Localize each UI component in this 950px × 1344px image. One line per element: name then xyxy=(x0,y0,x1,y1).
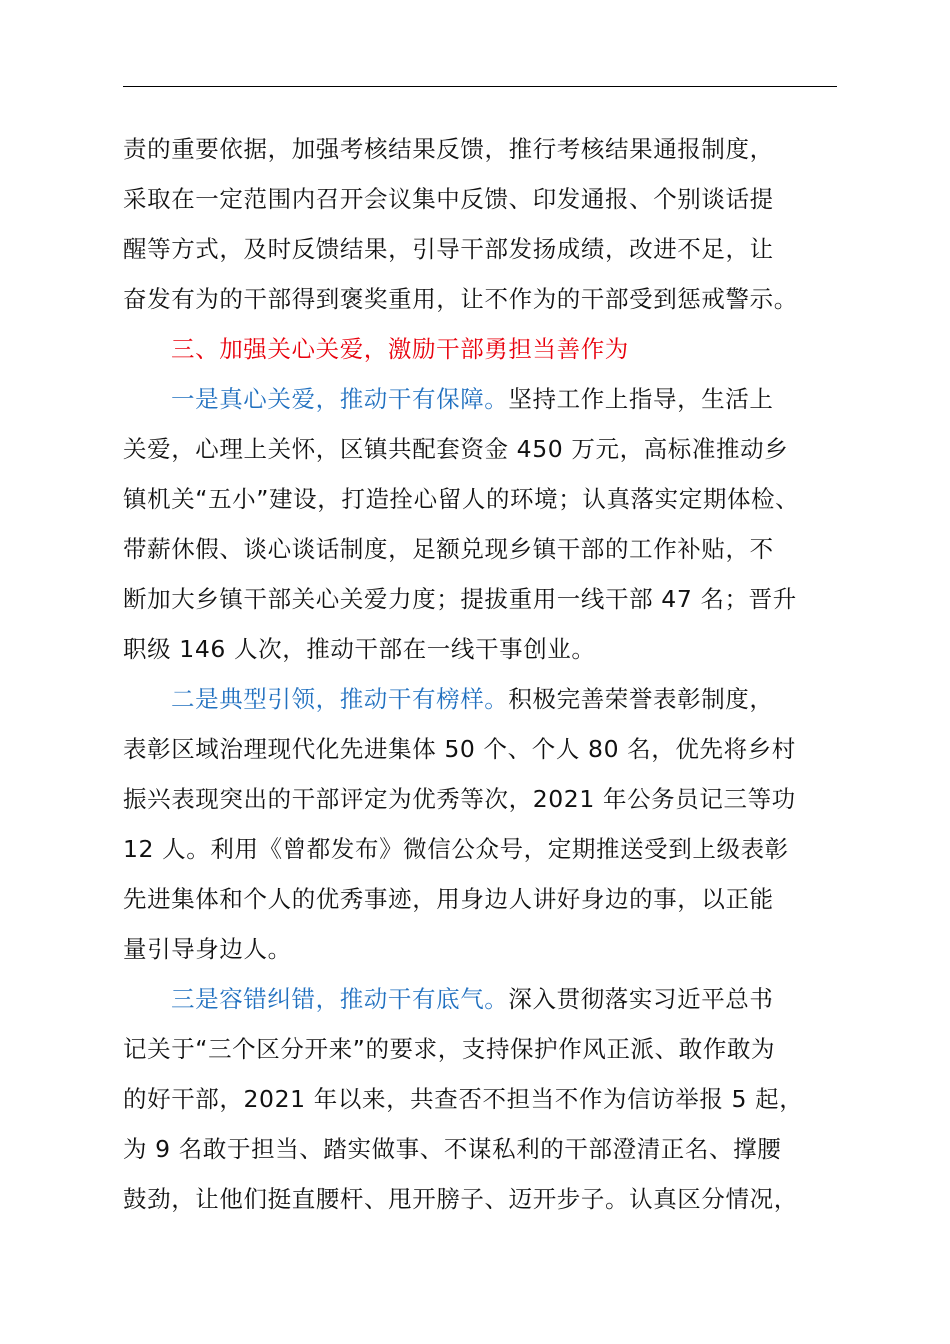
document-body xyxy=(123,124,843,1224)
text-line: 记关于“三个区分开来”的要求，支持保护作风正派、敢作敢为 xyxy=(123,1035,776,1063)
text-line-first xyxy=(123,674,843,724)
text-line: 关爱，心理上关怀，区镇共配套资金 450 万元，高标准推动乡 xyxy=(123,435,789,463)
header-rule xyxy=(123,86,837,87)
text-line: 量引导身边人。 xyxy=(123,935,292,963)
text-line: 鼓劲，让他们挺直腰杆、甩开膀子、迈开步子。认真区分情况， xyxy=(123,1185,798,1213)
text-line: 采取在一定范围内召开会议集中反馈、印发通报、个别谈话提 xyxy=(123,185,774,213)
text-line: 先进集体和个人的优秀事迹，用身边人讲好身边的事，以正能 xyxy=(123,885,774,913)
text-line: 表彰区域治理现代化先进集体 50 个、个人 80 名，优先将乡村 xyxy=(123,735,796,763)
paragraph-lead-rest: 坚持工作上指导，生活上 xyxy=(508,385,774,413)
paragraph-one xyxy=(123,374,843,674)
text-line-first xyxy=(123,974,843,1024)
paragraph-lead: 二是典型引领，推动干有榜样。 xyxy=(171,685,509,713)
section-heading: 三、加强关心关爱，激励干部勇担当善作为 xyxy=(171,335,629,363)
text-line: 带薪休假、谈心谈话制度，足额兑现乡镇干部的工作补贴，不 xyxy=(123,535,774,563)
text-line: 断加大乡镇干部关心关爱力度；提拔重用一线干部 47 名；晋升 xyxy=(123,585,797,613)
paragraph-intro xyxy=(123,124,843,324)
paragraph-lead: 一是真心关爱，推动干有保障。 xyxy=(171,385,509,413)
paragraph-lead: 三是容错纠错，推动干有底气。 xyxy=(171,985,509,1013)
text-line: 振兴表现突出的干部评定为优秀等次，2021 年公务员记三等功 xyxy=(123,785,796,813)
paragraph-lead-rest: 积极完善荣誉表彰制度， xyxy=(508,685,774,713)
text-line: 醒等方式，及时反馈结果，引导干部发扬成绩，改进不足，让 xyxy=(123,235,774,263)
text-line: 12 人。利用《曾都发布》微信公众号，定期推送受到上级表彰 xyxy=(123,835,789,863)
paragraph-two xyxy=(123,674,843,974)
text-line: 为 9 名敢于担当、踏实做事、不谋私利的干部澄清正名、撑腰 xyxy=(123,1135,782,1163)
text-line: 责的重要依据，加强考核结果反馈，推行考核结果通报制度， xyxy=(123,135,774,163)
text-line-first xyxy=(123,374,843,424)
paragraph-three xyxy=(123,974,843,1224)
paragraph-lead-rest: 深入贯彻落实习近平总书 xyxy=(508,985,774,1013)
text-line: 奋发有为的干部得到褒奖重用，让不作为的干部受到惩戒警示。 xyxy=(123,285,798,313)
text-line: 职级 146 人次，推动干部在一线干事创业。 xyxy=(123,635,596,663)
text-line: 的好干部，2021 年以来，共查否不担当不作为信访举报 5 起， xyxy=(123,1085,804,1113)
text-line: 镇机关“五小”建设，打造拴心留人的环境；认真落实定期体检、 xyxy=(123,485,800,513)
